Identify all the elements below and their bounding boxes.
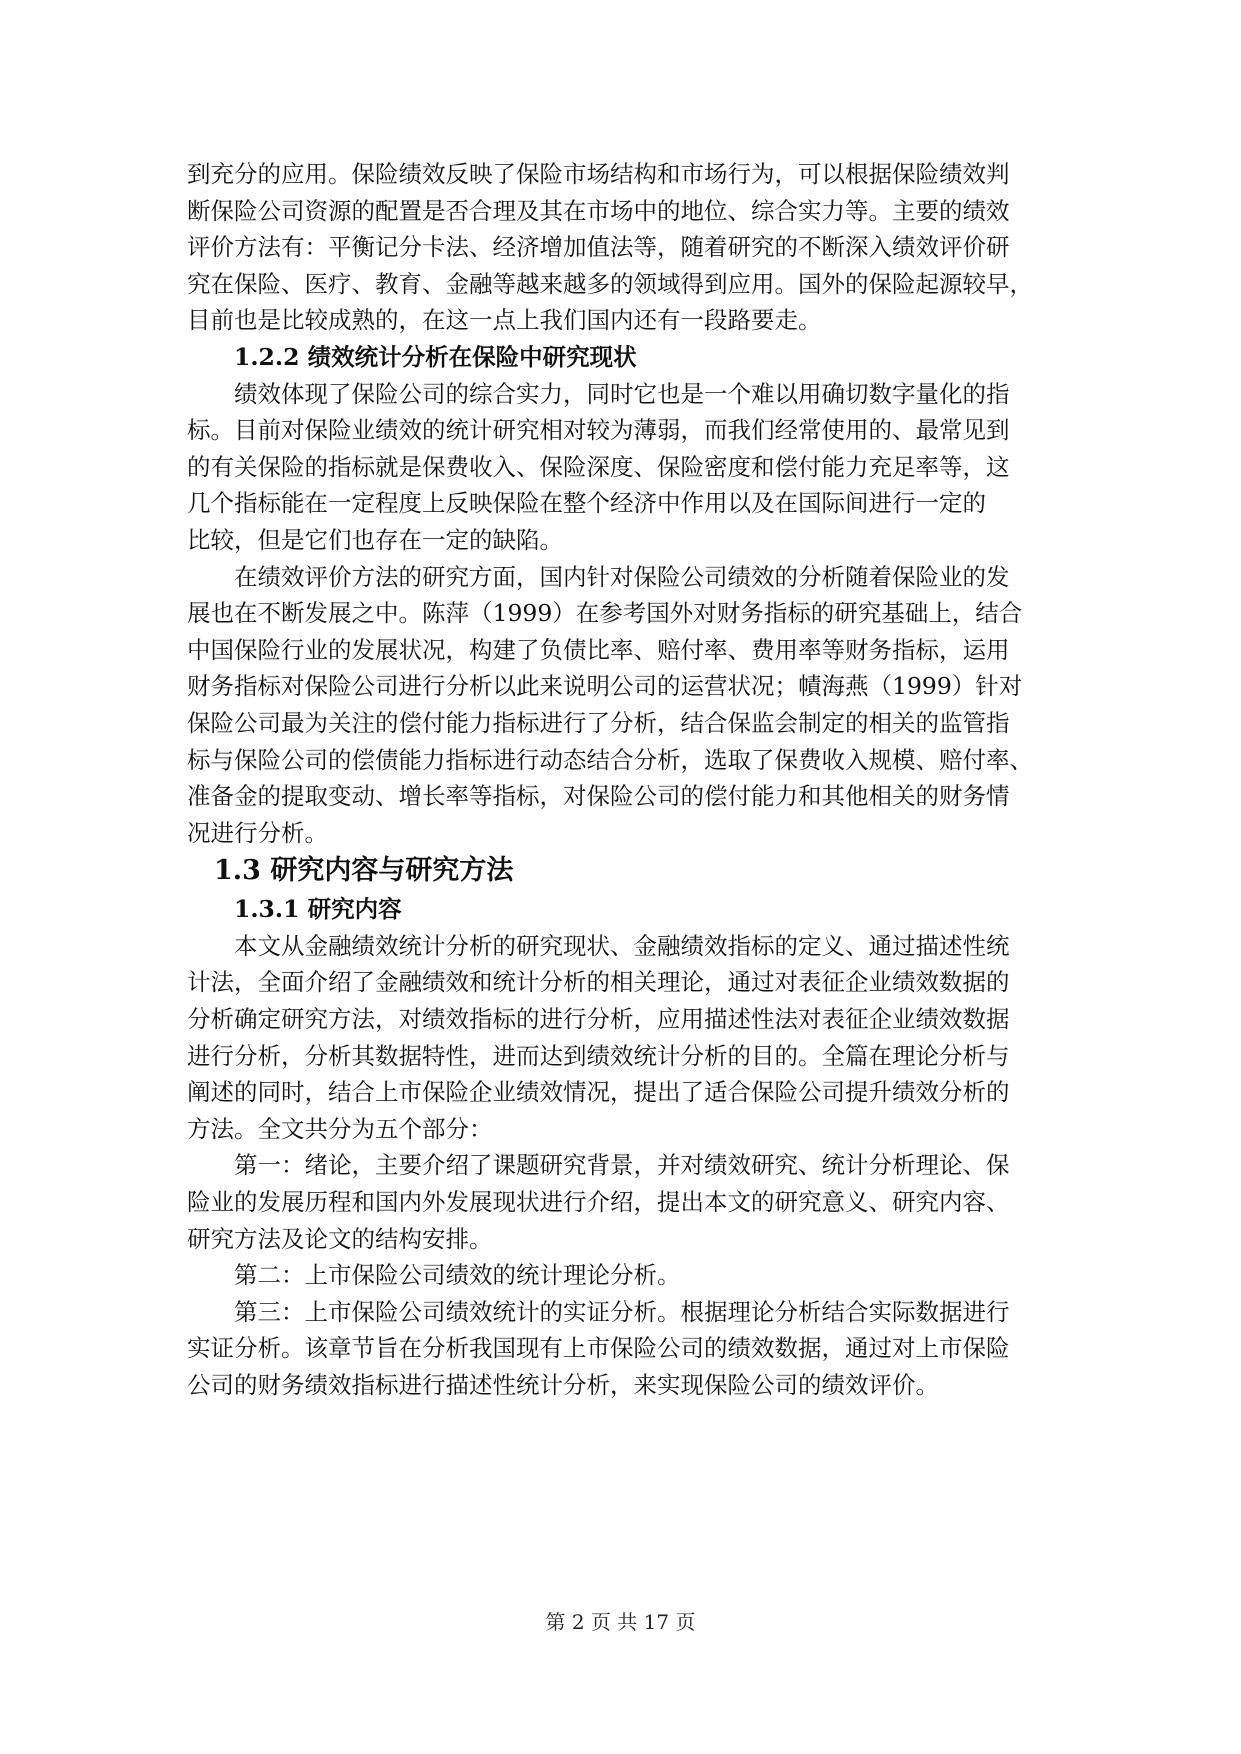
section-heading-1-3: 1.3 研究内容与研究方法 [214, 855, 514, 887]
paragraph-line: 第三：上市保险公司绩效统计的实证分析。根据理论分析结合实际数据进行 [234, 1297, 1010, 1326]
paragraph-line: 公司的财务绩效指标进行描述性统计分析，来实现保险公司的绩效评价。 [187, 1371, 939, 1399]
paragraph-line: 本文从金融绩效统计分析的研究现状、金融绩效指标的定义、通过描述性统 [234, 931, 1010, 960]
paragraph-line: 究在保险、医疗、教育、金融等越来越多的领域得到应用。国外的保险起源较早， [187, 269, 1033, 298]
paragraph-line: 况进行分析。 [187, 818, 328, 847]
paragraph-line: 几个指标能在一定程度上反映保险在整个经济中作用以及在国际间进行一定的 [187, 489, 986, 518]
paragraph-line: 断保险公司资源的配置是否合理及其在市场中的地位、综合实力等。主要的绩效 [187, 196, 1010, 225]
paragraph-line: 方法。全文共分为五个部分： [187, 1114, 493, 1143]
section-heading-1-3-1: 1.3.1 研究内容 [234, 895, 402, 924]
paragraph-line: 险业的发展历程和国内外发展现状进行介绍，提出本文的研究意义、研究内容、 [187, 1188, 1010, 1217]
page-body [187, 156, 1053, 1404]
paragraph-line: 到充分的应用。保险绩效反映了保险市场结构和市场行为，可以根据保险绩效判 [187, 160, 1010, 188]
paragraph-line: 比较，但是它们也存在一定的缺陷。 [187, 525, 563, 554]
paragraph-line: 标与保险公司的偿债能力指标进行动态结合分析，选取了保费收入规模、赔付率、 [187, 745, 1033, 774]
paragraph-line: 的有关保险的指标就是保费收入、保险深度、保险密度和偿付能力充足率等，这 [187, 452, 1010, 481]
paragraph-line: 第二：上市保险公司绩效的统计理论分析。 [234, 1261, 681, 1290]
paragraph-line: 保险公司最为关注的偿付能力指标进行了分析，结合保监会制定的相关的监管指 [187, 708, 1010, 737]
paragraph-line: 绩效体现了保险公司的综合实力，同时它也是一个难以用确切数字量化的指 [234, 379, 1010, 408]
paragraph-line: 中国保险行业的发展状况，构建了负债比率、赔付率、费用率等财务指标，运用 [187, 635, 1010, 664]
paragraph-line: 分析确定研究方法，对绩效指标的进行分析，应用描述性法对表征企业绩效数据 [187, 1005, 1010, 1034]
paragraph-line: 第一：绪论，主要介绍了课题研究背景，并对绩效研究、统计分析理论、保 [234, 1151, 1010, 1180]
paragraph-line: 财务指标对保险公司进行分析以此来说明公司的运营状况；幘海燕（1999）针对 [187, 672, 1023, 701]
paragraph-line: 准备金的提取变动、增长率等指标，对保险公司的偿付能力和其他相关的财务情 [187, 782, 1010, 811]
paragraph-line: 目前也是比较成熟的，在这一点上我们国内还有一段路要走。 [187, 306, 822, 335]
paragraph-line: 评价方法有：平衡记分卡法、经济增加值法等，随着研究的不断深入绩效评价研 [187, 233, 1010, 262]
paragraph-line: 计法，全面介绍了金融绩效和统计分析的相关理论，通过对表征企业绩效数据的 [187, 968, 1010, 997]
paragraph-line: 阐述的同时，结合上市保险企业绩效情况，提出了适合保险公司提升绩效分析的 [187, 1078, 1010, 1107]
paragraph-line: 实证分析。该章节旨在分析我国现有上市保险公司的绩效数据，通过对上市保险 [187, 1334, 1010, 1363]
paragraph-line: 展也在不断发展之中。陈萍（1999）在参考国外对财务指标的研究基础上，结合 [187, 599, 1023, 628]
paragraph-line: 标。目前对保险业绩效的统计研究相对较为薄弱，而我们经常使用的、最常见到 [187, 416, 1010, 445]
paragraph-line: 进行分析，分析其数据特性，进而达到绩效统计分析的目的。全篇在理论分析与 [187, 1041, 1010, 1070]
paragraph-line: 在绩效评价方法的研究方面，国内针对保险公司绩效的分析随着保险业的发 [234, 562, 1010, 591]
paragraph-line: 研究方法及论文的结构安排。 [187, 1224, 493, 1253]
section-heading-1-2-2: 1.2.2 绩效统计分析在保险中研究现状 [234, 342, 637, 371]
page-number-footer: 第 2 页 共 17 页 [545, 1610, 696, 1634]
